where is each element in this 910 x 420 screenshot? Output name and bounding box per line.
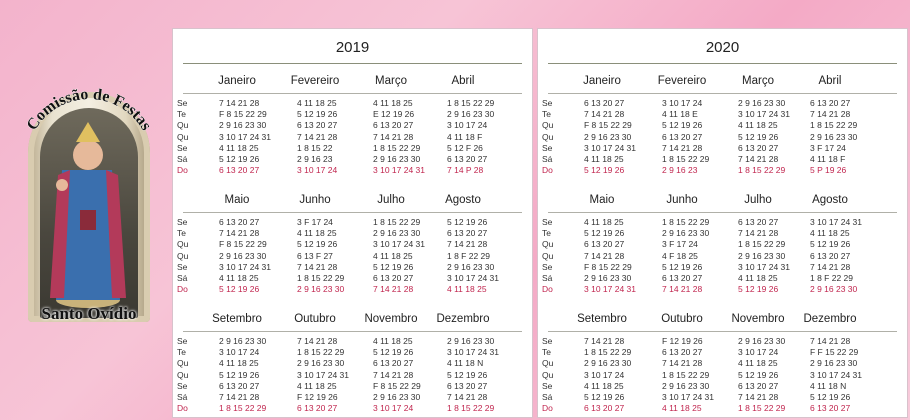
week-row: 3 F 17 24: [297, 217, 333, 227]
weekday-label: Qu: [177, 131, 189, 142]
week-row: 3 10 17 24: [219, 347, 260, 358]
month-grid: [738, 98, 790, 176]
week-row: 5 12 19 26: [447, 369, 488, 380]
weekday-label: Te: [542, 228, 551, 239]
month-name: Janeiro: [218, 75, 256, 87]
week-row: 2 9 16 23 30: [219, 120, 267, 131]
weekday-label: Qu: [177, 369, 189, 380]
week-row: 5 12 19 26: [373, 261, 414, 272]
week-row: 3 10 17 24 31: [219, 131, 271, 142]
divider: [183, 63, 522, 64]
week-row: 7 14 21 28: [584, 336, 625, 346]
month-name: Maio: [224, 194, 250, 206]
week-row: 4 11 18 25: [373, 250, 413, 261]
week-row: 3 10 17 24 31: [219, 261, 271, 272]
weekday-label: Se: [542, 142, 553, 153]
week-row: 3 F 17 24: [662, 239, 698, 250]
month-name: Maio: [589, 194, 615, 206]
week-row: 1 8 15 22 29: [447, 403, 495, 414]
divider: [183, 212, 522, 213]
week-row: 1 8 F 22 29: [447, 250, 491, 261]
week-row: 5 12 19 26: [662, 261, 703, 272]
week-row: 3 10 17 24 31: [373, 165, 425, 176]
week-row: 2 9 16 23 30: [447, 109, 495, 120]
week-row: 6 13 20 27: [447, 380, 488, 391]
quarter-block: [538, 194, 907, 296]
week-row: 4 11 18 25: [662, 403, 702, 414]
weekday-label: Se: [177, 217, 188, 227]
week-row: 1 8 15 22 29: [662, 369, 710, 380]
month-grid: [297, 217, 344, 295]
week-row: 1 8 15 22 29: [810, 120, 858, 131]
weekday-label: Se: [177, 98, 188, 108]
month-name: Setembro: [212, 313, 262, 325]
week-row: 3 10 17 24: [738, 347, 779, 358]
week-row: 2 9 16 23 30: [662, 380, 710, 391]
week-row: 1 8 15 22: [297, 142, 333, 153]
week-row: 5 12 F 26: [447, 142, 483, 153]
weekday-label: Te: [542, 109, 551, 120]
week-row: 5 12 19 26: [584, 228, 625, 239]
weekday-label: Se: [542, 98, 553, 108]
month-grid: [373, 336, 421, 414]
week-row: 5 12 19 26: [297, 239, 338, 250]
quarter-block: [173, 313, 532, 415]
month-name: Abril: [451, 75, 475, 87]
weekday-label: Se: [542, 261, 553, 272]
weekday-label: Sá: [542, 272, 553, 283]
week-row: 4 11 18 F: [447, 131, 483, 142]
weekday-label: Qu: [542, 369, 554, 380]
week-row: F 12 19 26: [297, 391, 338, 402]
week-row: 7 14 21 28: [297, 261, 338, 272]
week-row: 5 12 19 26: [738, 131, 779, 142]
svg-text:Comissão de Festas: Comissão de Festas: [23, 85, 155, 134]
month-name: Março: [375, 75, 407, 87]
week-row: 3 10 17 24 31: [810, 369, 862, 380]
week-row: 6 13 20 27: [373, 358, 414, 369]
week-row: 3 10 17 24 31: [373, 239, 425, 250]
week-row: 4 11 18 25: [219, 358, 259, 369]
week-row: 5 12 19 26: [297, 109, 338, 120]
week-row: 6 13 20 27: [219, 380, 260, 391]
week-row: 7 14 21 28: [738, 228, 779, 239]
week-row: 7 14 21 28: [297, 336, 338, 346]
week-row: 3 F 17 24: [810, 142, 846, 153]
divider: [183, 331, 522, 332]
week-row: 2 9 16 23 30: [584, 358, 632, 369]
week-row: 4 11 18 25: [738, 272, 778, 283]
week-row: 4 11 18 F: [810, 153, 846, 164]
week-row: 1 8 15 22 29: [373, 142, 421, 153]
quarter-block: [173, 75, 532, 177]
weekday-labels: [177, 217, 207, 295]
month-grid: [584, 336, 631, 414]
month-grid: [219, 217, 271, 295]
weekday-label: Qu: [177, 250, 189, 261]
divider: [548, 63, 897, 64]
week-row: 1 8 15 22 29: [447, 98, 495, 108]
week-row: 4 11 18 25: [373, 98, 413, 108]
week-row: 7 14 21 28: [662, 358, 703, 369]
year-title: 2019: [335, 39, 370, 56]
week-row: 7 14 P 28: [447, 165, 484, 176]
week-row: 7 14 21 28: [219, 391, 260, 402]
weekday-labels: [177, 98, 207, 176]
weekday-label: Se: [177, 380, 188, 391]
month-grid: [447, 217, 499, 295]
month-grid: [738, 336, 785, 414]
month-grid: [584, 217, 636, 295]
week-row: 6 13 20 27: [810, 98, 851, 108]
week-row: 5 P 19 26: [810, 165, 847, 176]
week-row: 4 11 18 25: [738, 358, 778, 369]
weekday-label: Qu: [542, 120, 554, 131]
quarter-block: [173, 194, 532, 296]
week-row: 1 8 15 22 29: [738, 403, 786, 414]
week-row: 2 9 16 23: [297, 153, 333, 164]
week-row: 2 9 16 23 30: [447, 261, 495, 272]
weekday-label: Te: [177, 109, 186, 120]
month-name: Fevereiro: [290, 75, 340, 87]
week-row: 6 13 20 27: [219, 217, 260, 227]
week-row: 7 14 21 28: [447, 239, 488, 250]
week-row: 3 10 17 24 31: [584, 142, 636, 153]
week-row: 5 12 19 26: [810, 391, 851, 402]
week-row: 5 12 19 26: [219, 284, 260, 295]
divider: [548, 331, 897, 332]
week-row: 4 11 18 25: [584, 153, 624, 164]
weekday-label: Se: [542, 217, 553, 227]
weekday-label: Do: [542, 403, 553, 414]
weekday-label: Qu: [542, 358, 554, 369]
week-row: 4 11 18 25: [584, 217, 624, 227]
week-row: 6 13 F 27: [297, 250, 333, 261]
week-row: 6 13 20 27: [297, 403, 338, 414]
month-name: Outubro: [294, 313, 336, 325]
week-row: 3 10 17 24 31: [447, 347, 499, 358]
week-row: 3 10 17 24: [373, 403, 414, 414]
week-row: 2 9 16 23 30: [297, 358, 345, 369]
week-row: 7 14 21 28: [297, 131, 338, 142]
month-grid: [810, 98, 857, 176]
week-row: 6 13 20 27: [373, 120, 414, 131]
quarter-block: [538, 75, 907, 177]
week-row: F 8 15 22 29: [219, 109, 267, 120]
week-row: F 8 15 22 29: [219, 239, 267, 250]
month-name: Julho: [377, 194, 405, 206]
month-grid: [738, 217, 790, 295]
week-row: 1 8 15 22 29: [662, 217, 710, 227]
weekday-label: Qu: [177, 120, 189, 131]
week-row: 3 10 17 24: [447, 120, 488, 131]
weekday-label: Sá: [177, 391, 188, 402]
week-row: 4 11 18 25: [447, 284, 487, 295]
week-row: 5 12 19 26: [810, 239, 851, 250]
week-row: 2 9 16 23 30: [810, 284, 858, 295]
weekday-label: Te: [177, 347, 186, 358]
month-grid: [662, 336, 714, 414]
week-row: 1 8 15 22 29: [738, 239, 786, 250]
week-row: 1 8 15 22 29: [738, 165, 786, 176]
week-row: 6 13 20 27: [297, 120, 338, 131]
week-row: 6 13 20 27: [662, 272, 703, 283]
week-row: 5 12 19 26: [447, 217, 488, 227]
week-row: 7 14 21 28: [738, 391, 779, 402]
week-row: 2 9 16 23 30: [219, 250, 267, 261]
week-row: 5 12 19 26: [219, 369, 260, 380]
weekday-label: Sá: [542, 391, 553, 402]
month-name: Novembro: [731, 313, 785, 325]
weekday-label: Se: [177, 336, 188, 346]
month-grid: [447, 98, 494, 176]
week-row: 6 13 20 27: [447, 228, 488, 239]
month-name: Agosto: [445, 194, 481, 206]
weekday-label: Do: [542, 165, 553, 176]
week-row: 6 13 20 27: [810, 403, 851, 414]
week-row: 7 14 21 28: [219, 98, 260, 108]
month-grid: [584, 98, 636, 176]
week-row: 7 14 21 28: [662, 142, 703, 153]
divider: [183, 93, 522, 94]
week-row: 3 10 17 24: [297, 165, 338, 176]
week-row: 4 11 18 N: [447, 358, 484, 369]
week-row: 7 14 21 28: [584, 250, 625, 261]
week-row: 6 13 20 27: [584, 98, 625, 108]
month-grid: [662, 98, 709, 176]
month-grid: [447, 336, 499, 414]
month-grid: [297, 98, 337, 176]
week-row: 2 9 16 23 30: [738, 250, 786, 261]
week-row: 5 12 19 26: [373, 347, 414, 358]
week-row: 6 13 20 27: [662, 347, 703, 358]
week-row: 7 14 21 28: [219, 228, 260, 239]
week-row: 3 10 17 24: [584, 369, 625, 380]
week-row: 2 9 16 23 30: [297, 284, 345, 295]
week-row: 3 10 17 24: [662, 98, 703, 108]
month-name: Junho: [299, 194, 331, 206]
week-row: 2 9 16 23 30: [219, 336, 267, 346]
week-row: 1 8 15 22 29: [297, 347, 345, 358]
week-row: 2 9 16 23 30: [810, 358, 858, 369]
week-row: 4 11 18 25: [219, 272, 259, 283]
weekday-label: Te: [177, 228, 186, 239]
week-row: 6 13 20 27: [584, 239, 625, 250]
week-row: F 8 15 22 29: [584, 261, 632, 272]
month-grid: [297, 336, 349, 414]
week-row: 6 13 20 27: [738, 380, 779, 391]
week-row: 2 9 16 23 30: [447, 336, 495, 346]
month-name: Abril: [818, 75, 842, 87]
week-row: 2 9 16 23 30: [662, 228, 710, 239]
weekday-labels: [542, 217, 572, 295]
weekday-label: Qu: [542, 131, 554, 142]
week-row: 4 F 18 25: [662, 250, 698, 261]
weekday-labels: [542, 98, 572, 176]
week-row: F 8 15 22 29: [373, 380, 421, 391]
week-row: 3 10 17 24 31: [297, 369, 349, 380]
week-row: 2 9 16 23: [662, 165, 698, 176]
month-name: Março: [742, 75, 774, 87]
weekday-label: Qu: [177, 358, 189, 369]
saint-name-label: Santo Ovídio: [41, 304, 137, 323]
month-name: Dezembro: [436, 313, 490, 325]
week-row: 7 14 21 28: [810, 109, 851, 120]
week-row: 4 11 18 25: [297, 228, 337, 239]
week-row: E 12 19 26: [373, 109, 415, 120]
weekday-label: Do: [177, 284, 188, 295]
week-row: 7 14 21 28: [373, 369, 414, 380]
week-row: 5 12 19 26: [738, 369, 779, 380]
weekday-label: Do: [177, 403, 188, 414]
saint-panel: [0, 0, 175, 420]
month-grid: [810, 336, 862, 414]
weekday-labels: [542, 336, 572, 414]
week-row: 4 11 18 25: [373, 336, 413, 346]
weekday-label: Sá: [177, 272, 188, 283]
week-row: 7 14 21 28: [810, 261, 851, 272]
week-row: 4 11 18 25: [584, 380, 624, 391]
month-grid: [219, 336, 266, 414]
month-name: Outubro: [661, 313, 703, 325]
week-row: 5 12 19 26: [738, 284, 779, 295]
week-row: 6 13 20 27: [447, 153, 488, 164]
week-row: 7 14 21 28: [662, 284, 703, 295]
weekday-label: Do: [542, 284, 553, 295]
week-row: 5 12 19 26: [219, 153, 260, 164]
month-name: Agosto: [812, 194, 848, 206]
calendar-2020: [537, 28, 908, 418]
weekday-label: Sá: [177, 153, 188, 164]
weekday-label: Se: [177, 261, 188, 272]
calendar-2019: [172, 28, 533, 418]
month-name: Julho: [744, 194, 772, 206]
week-row: 3 10 17 24 31: [810, 217, 862, 227]
month-grid: [373, 98, 425, 176]
week-row: 7 14 21 28: [584, 109, 625, 120]
week-row: 3 10 17 24 31: [584, 284, 636, 295]
weekday-label: Se: [542, 336, 553, 346]
week-row: F F 15 22 29: [810, 347, 859, 358]
week-row: 2 9 16 23 30: [810, 131, 858, 142]
week-row: 1 8 15 22 29: [662, 153, 710, 164]
year-title: 2020: [705, 39, 740, 56]
week-row: 4 11 18 25: [738, 120, 778, 131]
weekday-label: Qu: [542, 250, 554, 261]
week-row: 4 11 18 N: [810, 380, 847, 391]
week-row: 1 8 F 22 29: [810, 272, 854, 283]
week-row: 1 8 15 22 29: [373, 217, 421, 227]
month-name: Dezembro: [803, 313, 857, 325]
week-row: 2 9 16 23 30: [738, 336, 786, 346]
divider: [548, 212, 897, 213]
week-row: 2 9 16 23 30: [373, 391, 421, 402]
week-row: 7 14 21 28: [447, 391, 488, 402]
week-row: 5 12 19 26: [584, 165, 625, 176]
week-row: 6 13 20 27: [810, 250, 851, 261]
week-row: 6 13 20 27: [738, 217, 779, 227]
weekday-labels: [177, 336, 207, 414]
quarter-block: [538, 313, 907, 415]
weekday-label: Te: [542, 347, 551, 358]
week-row: 2 9 16 23 30: [373, 228, 421, 239]
week-row: 3 10 17 24 31: [662, 391, 714, 402]
week-row: 6 13 20 27: [584, 403, 625, 414]
weekday-label: Qu: [177, 239, 189, 250]
month-grid: [810, 217, 862, 295]
weekday-label: Do: [177, 165, 188, 176]
week-row: F 12 19 26: [662, 336, 703, 346]
week-row: 7 14 21 28: [810, 336, 851, 346]
month-grid: [662, 217, 709, 295]
week-row: 7 14 21 28: [373, 131, 414, 142]
week-row: 6 13 20 27: [662, 131, 703, 142]
month-name: Novembro: [364, 313, 418, 325]
month-name: Janeiro: [583, 75, 621, 87]
week-row: 5 12 19 26: [662, 120, 703, 131]
weekday-label: Se: [542, 380, 553, 391]
week-row: 2 9 16 23 30: [584, 131, 632, 142]
weekday-label: Se: [177, 142, 188, 153]
week-row: 6 13 20 27: [738, 142, 779, 153]
month-name: Fevereiro: [657, 75, 707, 87]
divider: [548, 93, 897, 94]
month-grid: [219, 98, 271, 176]
month-grid: [373, 217, 425, 295]
week-row: 2 9 16 23 30: [373, 153, 421, 164]
week-row: 3 10 17 24 31: [738, 109, 790, 120]
week-row: 4 11 18 25: [219, 142, 259, 153]
week-row: 4 11 18 E: [662, 109, 698, 120]
month-name: Setembro: [577, 313, 627, 325]
weekday-label: Sá: [542, 153, 553, 164]
week-row: 3 10 17 24 31: [738, 261, 790, 272]
week-row: 6 13 20 27: [219, 165, 260, 176]
week-row: 4 11 18 25: [297, 98, 337, 108]
week-row: 2 9 16 23 30: [584, 272, 632, 283]
week-row: 3 10 17 24 31: [447, 272, 499, 283]
week-row: 7 14 21 28: [738, 153, 779, 164]
week-row: 5 12 19 26: [584, 391, 625, 402]
week-row: 1 8 15 22 29: [297, 272, 345, 283]
week-row: 1 8 15 22 29: [219, 403, 267, 414]
week-row: 4 11 18 25: [810, 228, 850, 239]
weekday-label: Qu: [542, 239, 554, 250]
week-row: 6 13 20 27: [373, 272, 414, 283]
week-row: 7 14 21 28: [373, 284, 414, 295]
week-row: 2 9 16 23 30: [738, 98, 786, 108]
week-row: 1 8 15 22 29: [584, 347, 632, 358]
month-name: Junho: [666, 194, 698, 206]
week-row: F 8 15 22 29: [584, 120, 632, 131]
arc-title: [0, 0, 175, 170]
week-row: 4 11 18 25: [297, 380, 337, 391]
